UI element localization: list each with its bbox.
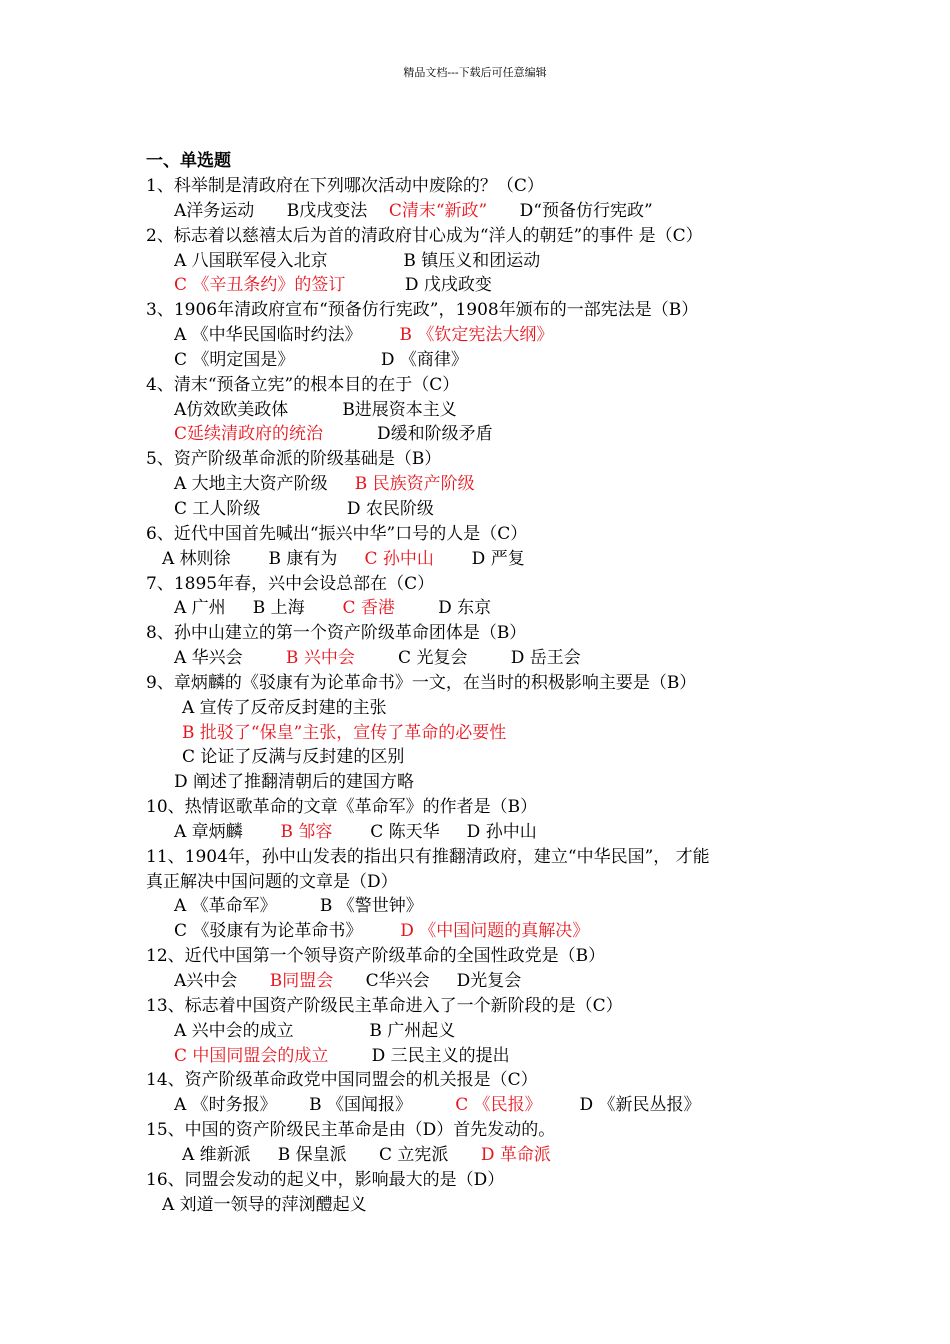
correct-answer-text: B 《钦定宪法大纲》 [399, 325, 554, 346]
option-line [146, 596, 826, 621]
question-line [146, 944, 826, 969]
option-line [146, 770, 826, 795]
line-text: C 《明定国是》 D 《商律》 [174, 349, 468, 370]
line-text: A 维新派 B 保皇派 C 立宪派 [182, 1144, 481, 1165]
correct-answer-text: C 香港 [342, 598, 395, 619]
option-line [146, 398, 826, 423]
option-line [146, 1044, 826, 1069]
line-text: D“预备仿行宪政” [487, 200, 653, 221]
question-line [146, 174, 826, 199]
document-body [146, 149, 826, 1217]
correct-answer-text: C 《辛丑条约》的签订 [174, 275, 346, 296]
option-line [146, 919, 826, 944]
option-line [146, 472, 826, 497]
line-text: 3、1906年清政府宣布“预备仿行宪政”，1908年颁布的一部宪法是（B） [146, 300, 699, 321]
option-line [146, 1093, 826, 1118]
option-line [146, 497, 826, 522]
correct-answer-text: B同盟会 [269, 971, 334, 991]
question-line [146, 1168, 826, 1193]
correct-answer-text: B 兴中会 [285, 648, 355, 669]
line-text: D 戊戌政变 [345, 275, 492, 296]
option-line [146, 1143, 826, 1168]
question-line [146, 522, 826, 547]
line-text: 15、中国的资产阶级民主革命是由（D）首先发动的。 [146, 1120, 556, 1141]
line-text: 4、清末“预备立宪”的根本目的在于（C） [146, 374, 460, 395]
line-text: A 大地主大资产阶级 [174, 474, 355, 495]
line-text: 13、标志着中国资产阶级民主革命进入了一个新阶段的是（C） [146, 995, 623, 1016]
correct-answer-text: C 孙中山 [364, 548, 434, 569]
line-text: 2、标志着以慈禧太后为首的清政府甘心成为“洋人的朝廷”的事件 是（C） [146, 225, 703, 246]
line-text: 1、科举制是清政府在下列哪次活动中废除的？（C） [146, 176, 544, 196]
question-line [146, 1068, 826, 1093]
line-text: A 章炳麟 [174, 821, 281, 842]
question-line [146, 994, 826, 1019]
line-text: 真正解决中国问题的文章是（D） [146, 871, 398, 892]
page-header: 精品文档---下载后可任意编辑 [403, 66, 547, 79]
correct-answer-text: B 批驳了“保皇”主张，宣传了革命的必要性 [182, 722, 507, 743]
line-text: 9、章炳麟的《驳康有为论革命书》一文，在当时的积极影响主要是（B） [146, 672, 697, 693]
line-text: A 林则徐 B 康有为 [162, 548, 365, 569]
line-text: 16、同盟会发动的起义中，影响最大的是（D） [146, 1169, 505, 1190]
line-text: A 《中华民国临时约法》 [174, 325, 400, 346]
option-line [146, 894, 826, 919]
question-line [146, 870, 826, 895]
line-text: A 兴中会的成立 B 广州起义 [174, 1020, 456, 1041]
line-text: 12、近代中国第一个领导资产阶级革命的全国性政党是（B） [146, 946, 606, 967]
line-text: D 东京 [394, 598, 492, 619]
line-text: A 宣传了反帝反封建的主张 [182, 697, 387, 718]
option-line [146, 745, 826, 770]
line-text: C 工人阶级 D 农民阶级 [174, 498, 434, 519]
option-line [146, 348, 826, 373]
correct-answer-text: C 中国同盟会的成立 [174, 1045, 329, 1066]
option-line [146, 199, 826, 224]
question-line [146, 447, 826, 472]
question-line [146, 224, 826, 249]
question-line [146, 845, 826, 870]
line-text: A 八国联军侵入北京 B 镇压义和团运动 [174, 250, 541, 271]
question-line [146, 298, 826, 323]
option-line [146, 1193, 826, 1218]
question-list [146, 174, 826, 1217]
correct-answer-text: C 《民报》 [455, 1095, 542, 1116]
question-line [146, 572, 826, 597]
correct-answer-text: D 《中国问题的真解决》 [400, 921, 590, 942]
line-text: D 三民主义的提出 [328, 1045, 510, 1066]
correct-answer-text: D 革命派 [480, 1144, 551, 1165]
option-line [146, 1019, 826, 1044]
line-text: D缓和阶级矛盾 [323, 424, 493, 445]
option-line [146, 721, 826, 746]
line-text: C 光复会 D 岳王会 [354, 648, 581, 669]
line-text: A 《时务报》 B 《国闻报》 [174, 1095, 456, 1116]
line-text: A仿效欧美政体 B进展资本主义 [174, 399, 457, 420]
correct-answer-text: C延续清政府的统治 [174, 424, 324, 445]
option-line [146, 249, 826, 274]
line-text: C华兴会 D光复会 [333, 971, 522, 991]
line-text: A 华兴会 [174, 648, 286, 669]
question-line [146, 621, 826, 646]
line-text: 10、热情讴歌革命的文章《革命军》的作者是（B） [146, 797, 538, 818]
option-line [146, 323, 826, 348]
option-line [146, 422, 826, 447]
line-text: A洋务运动 B戊戌变法 [174, 200, 389, 221]
correct-answer-text: B 邹容 [280, 821, 333, 842]
line-text: C 《驳康有为论革命书》 [174, 921, 401, 942]
line-text: C 论证了反满与反封建的区别 [182, 747, 405, 768]
line-text: 6、近代中国首先喊出“振兴中华”口号的人是（C） [146, 523, 528, 544]
question-line [146, 671, 826, 696]
question-line [146, 373, 826, 398]
correct-answer-text: B 民族资产阶级 [354, 474, 475, 495]
line-text: 14、资产阶级革命政党中国同盟会的机关报是（C） [146, 1070, 538, 1091]
line-text: A 刘道一领导的萍浏醴起义 [162, 1194, 367, 1215]
option-line [146, 646, 826, 671]
question-line [146, 795, 826, 820]
line-text: A 《革命军》 B 《警世钟》 [174, 896, 423, 917]
option-line [146, 969, 826, 994]
section-title: 一、单选题 [146, 151, 231, 171]
line-text: D 阐述了推翻清朝后的建国方略 [174, 772, 415, 793]
line-text: 5、资产阶级革命派的阶级基础是（B） [146, 449, 442, 470]
option-line [146, 820, 826, 845]
option-line [146, 273, 826, 298]
option-line [146, 547, 826, 572]
line-text: D 《新民丛报》 [541, 1095, 701, 1116]
correct-answer-text: C清末“新政” [388, 200, 488, 221]
question-line [146, 1118, 826, 1143]
line-text: A兴中会 [174, 971, 270, 991]
line-text: 8、孙中山建立的第一个资产阶级革命团体是（B） [146, 623, 527, 644]
line-text: A 广州 B 上海 [174, 598, 343, 619]
line-text: C 陈天华 D 孙中山 [332, 821, 537, 842]
line-text: 7、1895年春，兴中会设总部在（C） [146, 573, 435, 594]
line-text: D 严复 [433, 548, 525, 569]
line-text: 11、1904年，孙中山发表的指出只有推翻清政府，建立“中华民国”， 才能 [146, 846, 710, 867]
option-line [146, 696, 826, 721]
